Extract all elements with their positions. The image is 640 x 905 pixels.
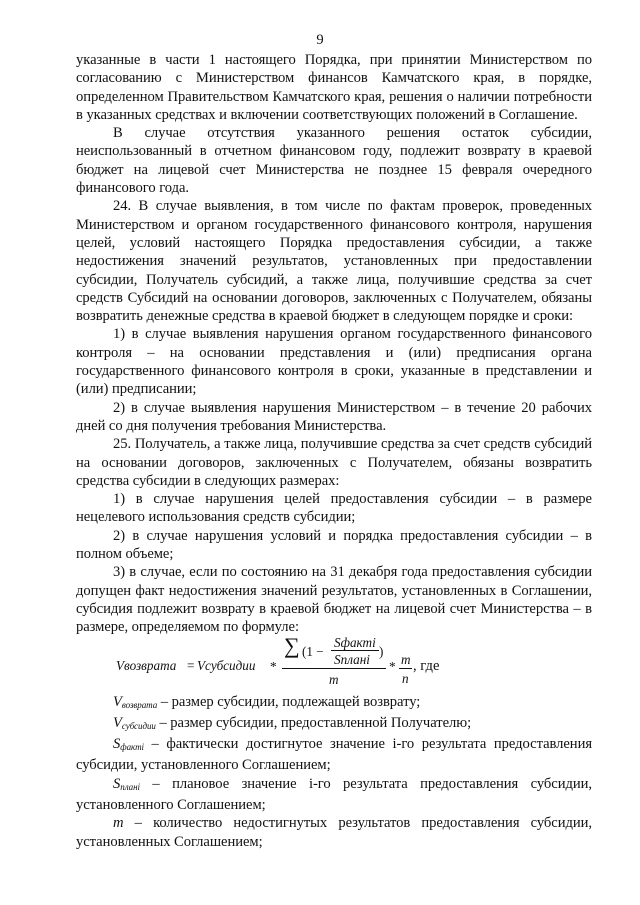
formula-vsubsidy: Vсубсидии: [197, 657, 256, 673]
definition-d2: [76, 714, 592, 735]
formula-main-fraction-bar: [282, 668, 386, 669]
definitions-list: [76, 693, 592, 851]
formula-suffix: , где: [413, 657, 440, 674]
definition-symbol: [113, 694, 157, 710]
formula-s-plan: Sплані: [334, 651, 370, 667]
document-body: [76, 51, 592, 851]
formula-s-fact: Sфакті: [334, 634, 376, 650]
paragraph-p1: указанные в части 1 настоящего Порядка, при принятии Министерством по согласованию с Министерством финансов Камчатского края, в порядке, определенном Правительством Камчатского края, решения о наличии потребности в указанных средствах и включении соответствующих положений в Соглашение.: [76, 52, 592, 123]
formula-close-paren: ): [379, 643, 384, 659]
paragraph-p8: 2) в случае нарушения условий и порядка предоставления субсидии – в полном объеме;: [76, 527, 592, 563]
definition-d1: [76, 693, 592, 714]
definition-symbol: [113, 776, 140, 792]
formula-ratio-bar: [399, 668, 412, 669]
definition-symbol: [113, 715, 156, 731]
definition-text: – плановое значение i-го результата предоставления субсидии, установленного Соглашением;: [76, 775, 592, 813]
definition-text: – размер субсидии, подлежащей возврату;: [157, 693, 421, 710]
paragraph-p4: 1) в случае выявления нарушения органом государственного финансового контроля – на основании представления и (или) предписания органа государственного финансового контроля в сроки, указанные в представлении и (или) предписании;: [76, 326, 592, 398]
paragraph-p5: 2) в случае выявления нарушения Министерством – в течение 20 рабочих дней со дня получения требования Министерства.: [76, 399, 592, 434]
symbol-base: m: [113, 815, 124, 832]
definition-text: – размер субсидии, предоставленной Получателю;: [155, 714, 472, 731]
paragraph-p7: 1) в случае нарушения целей предоставления субсидии – в размере нецелевого использования средств субсидии;: [76, 491, 592, 526]
symbol-base: S: [113, 736, 121, 753]
paragraph-p6: 25. Получатель, а также лица, получившие средства за счет средств субсидий на основании договоров, заключенных с Получателем, обязаны возвратить средства субсидии в следующих размерах:: [76, 436, 592, 489]
symbol-subscript: субсидии: [121, 720, 156, 731]
definition-text: – количество недостигнутых результатов предоставления субсидии, установленных Соглашением;: [76, 815, 592, 850]
formula-ratio-denominator: n: [402, 670, 409, 686]
symbol-base: V: [113, 714, 122, 731]
definition-text: – фактически достигнутое значение i-го результата предоставления субсидии, установленного Соглашением;: [76, 736, 592, 774]
symbol-base: S: [113, 775, 121, 792]
paragraph-p3: 24. В случае выявления, в том числе по фактам проверок, проведенных Министерством и органом государственного финансового контроля, нарушения целей, условий настоящего Порядка предоставления субсидии, а также недостижения значений результатов, установленных при предоставлении субсидии, Получатель субсидий, а также лица, получившие средства за счет средств Субсидий на основании договоров, заключенных с Получателем, обязаны возвратить денежные средства в краевой бюджет в следующем порядке и сроки:: [76, 198, 592, 325]
paragraph-p2: В случае отсутствия указанного решения остаток субсидии, неиспользованный в отчетном финансовом году, подлежит возврату в краевой бюджет на лицевой счет Министерства не позднее 15 февраля очередного финансового года.: [76, 125, 592, 197]
paragraph-p9: 3) в случае, если по состоянию на 31 декабря года предоставления субсидии допущен факт недостижения значений результатов, установленных в Соглашении, субсидия подлежит возврату в краевой бюджет на лицевой счет Министерства – в размере, определяемом по формуле:: [76, 564, 592, 636]
definition-symbol: [113, 815, 124, 831]
formula-equals: =: [187, 657, 195, 673]
formula-times-2: *: [389, 658, 396, 674]
formula-m-denominator: m: [329, 671, 339, 687]
definition-symbol: [113, 736, 144, 752]
symbol-base: V: [113, 693, 122, 710]
formula: [76, 632, 592, 693]
page-number: 9: [316, 32, 324, 48]
symbol-subscript: факті: [120, 742, 144, 753]
definition-d5: [76, 814, 592, 851]
formula-times-1: *: [270, 658, 277, 674]
definition-d3: [76, 735, 592, 775]
formula-lhs: Vвозврата: [116, 657, 177, 673]
symbol-subscript: плані: [120, 781, 140, 792]
formula-open-paren: (1 −: [302, 643, 324, 659]
definition-d4: [76, 775, 592, 815]
formula-ratio-numerator: m: [401, 651, 411, 667]
paragraphs-before-formula: [76, 51, 592, 637]
symbol-subscript: возврата: [121, 699, 158, 710]
formula-sum-sign: ∑: [284, 632, 300, 658]
